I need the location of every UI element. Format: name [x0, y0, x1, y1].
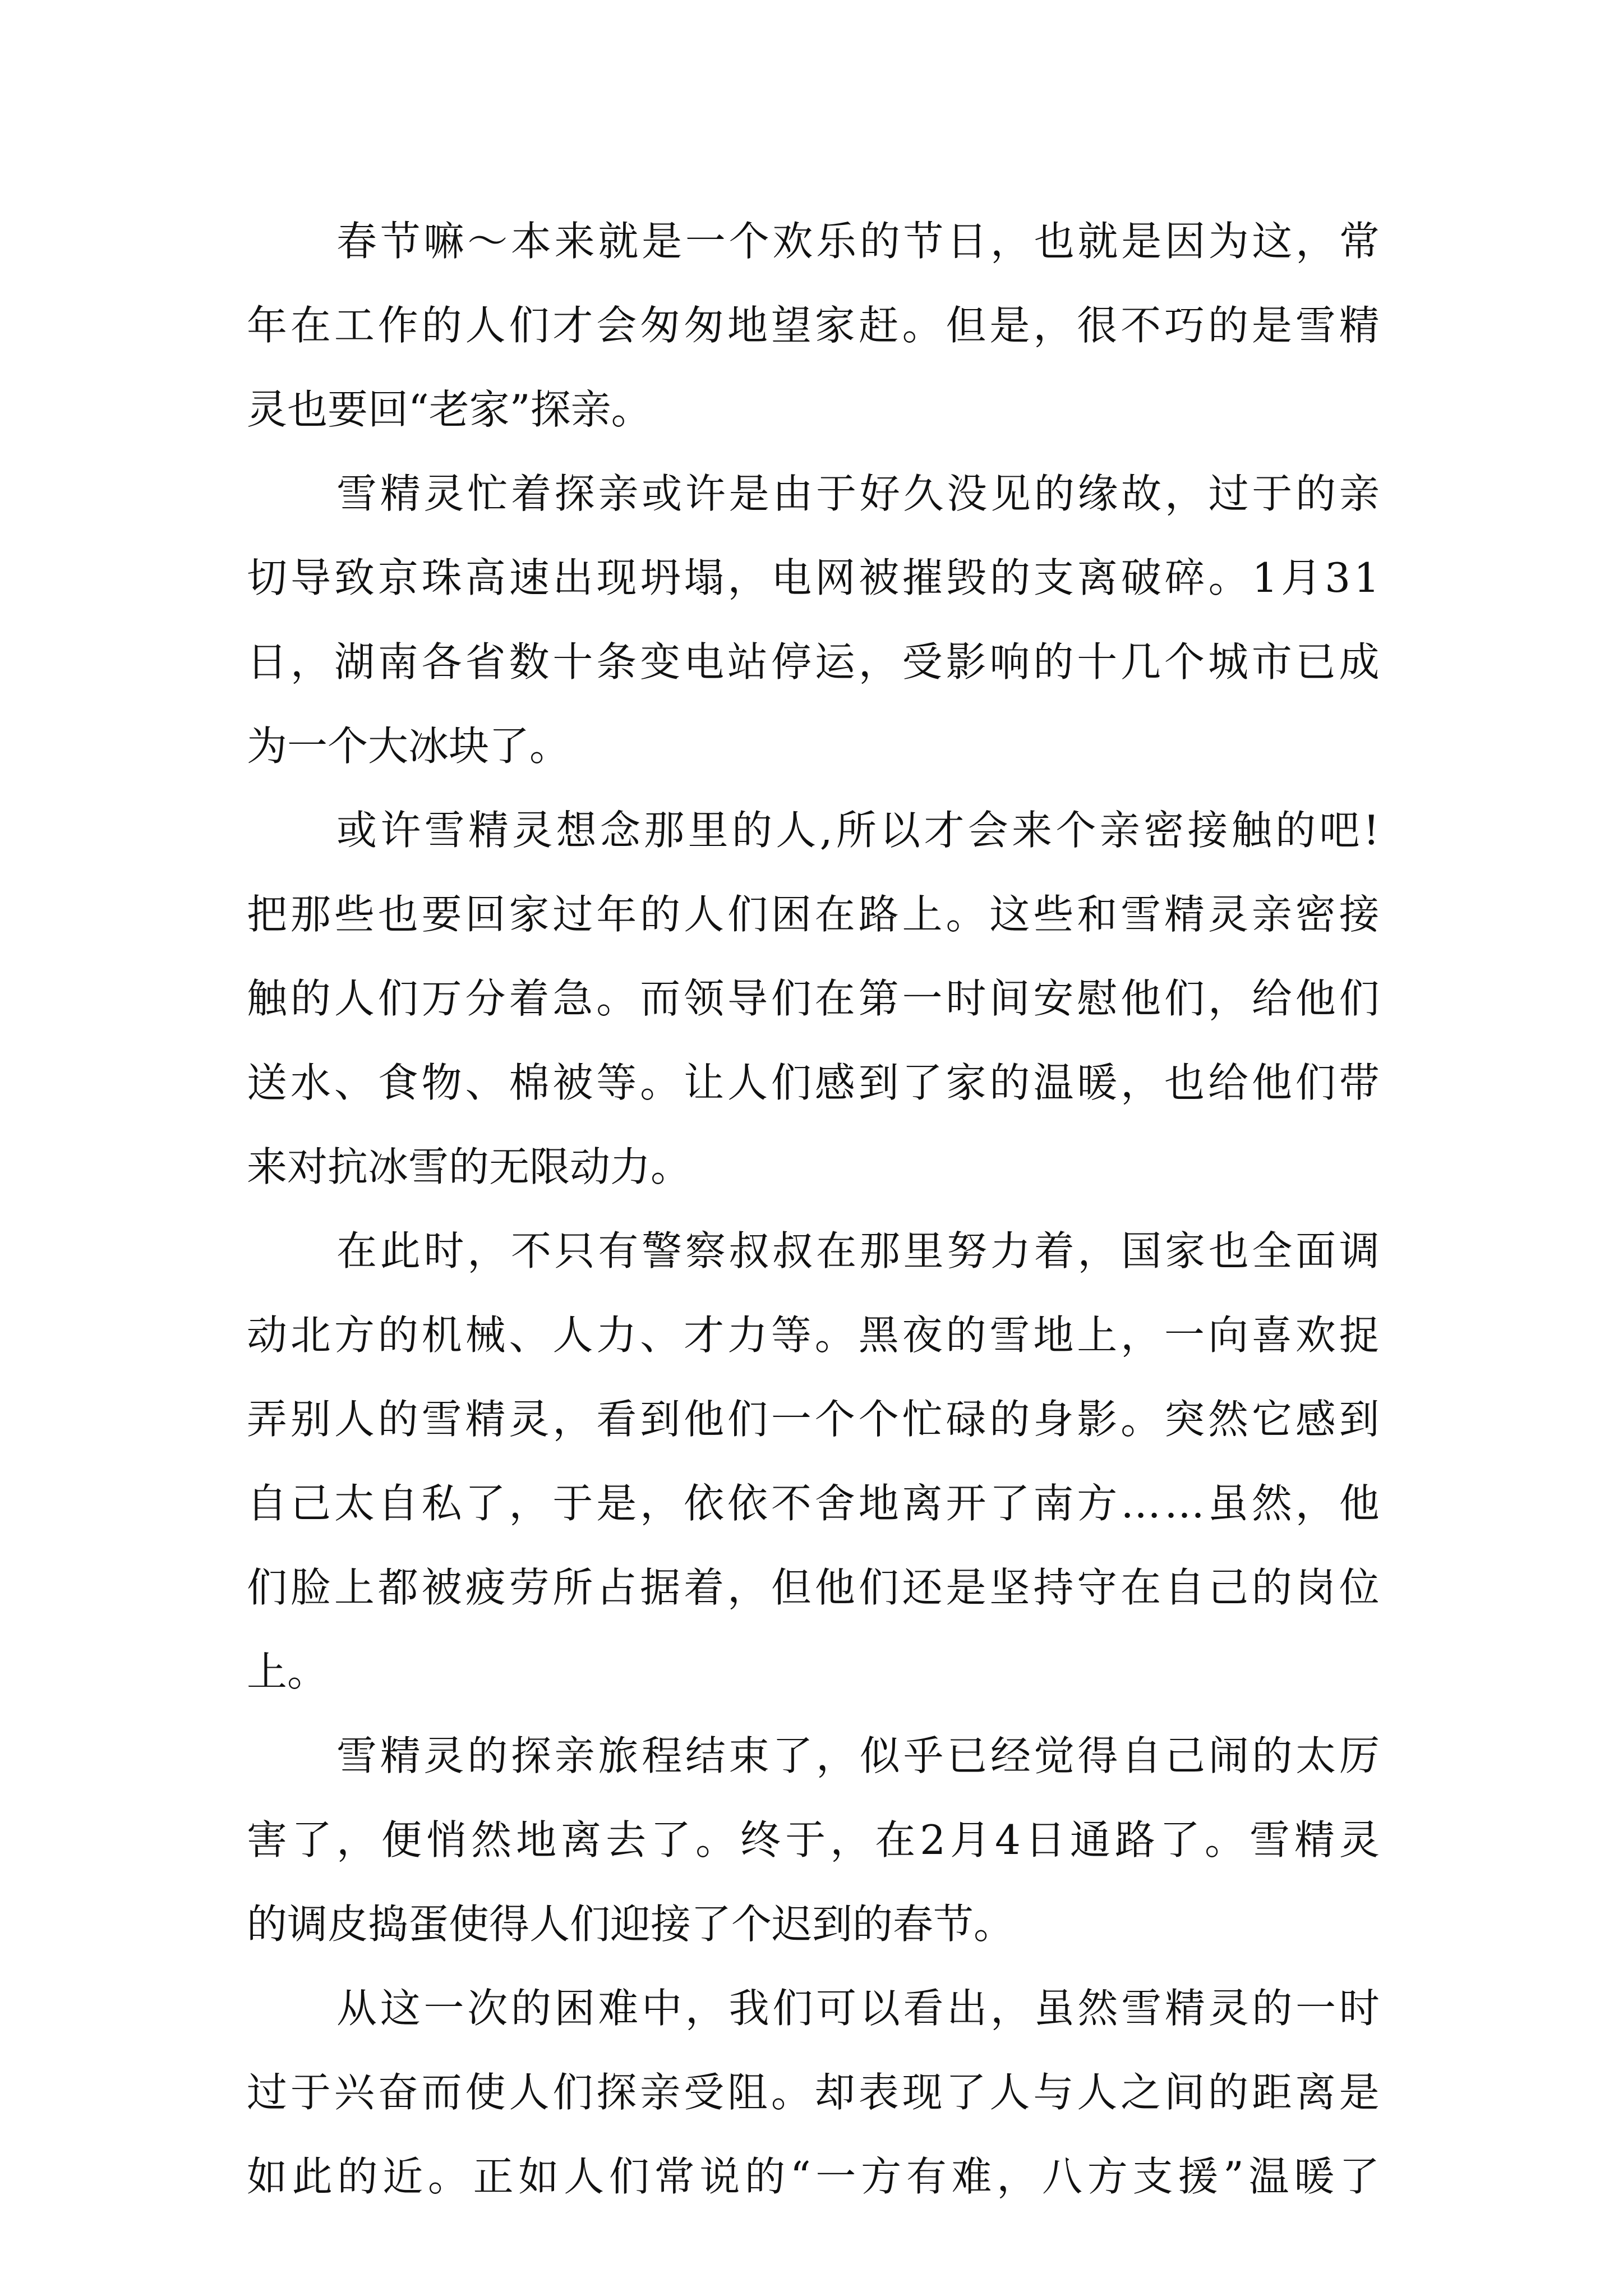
paragraph-1-line-2	[0, 283, 1623, 367]
text-line: 触 的 人 们 万 分 着 急 。 而 领 导 们 在 第 一 时 间 安 慰 他 们 ， 给 他 们	[247, 975, 1380, 1022]
paragraph-2-line-4	[0, 704, 1623, 788]
text-line: 从 这 一 次 的 困 难 中 ， 我 们 可 以 看 出 ， 虽 然 雪 精 灵 的 一 时	[336, 1985, 1380, 2032]
paragraph-3-line-5	[0, 1125, 1623, 1209]
text-line: 春 节 嘛 ～ 本 来 就 是 一 个 欢 乐 的 节 日 ， 也 就 是 因 为 这 ， 常	[336, 218, 1380, 265]
text-line: 雪 精 灵 忙 着 探 亲 或 许 是 由 于 好 久 没 见 的 缘 故 ， 过 于 的 亲	[336, 470, 1380, 517]
text-line: 自 己 太 自 私 了 ， 于 是 ， 依 依 不 舍 地 离 开 了 南 方 … … 虽 然 ， 他	[247, 1480, 1380, 1527]
paragraph-3-line-3	[0, 956, 1623, 1041]
text-line: 为一个大冰块了。	[247, 723, 570, 770]
text-line: 害 了 ， 便 悄 然 地 离 去 了 。 终 于 ， 在 2 月 4 日 通 路 了 。 雪 精 灵	[247, 1816, 1380, 1864]
text-line: 切 导 致 京 珠 高 速 出 现 坍 塌 ， 电 网 被 摧 毁 的 支 离 破 碎 。 1 月 3 1	[247, 554, 1380, 601]
paragraph-1-line-1	[0, 199, 1623, 283]
paragraph-5-line-3	[0, 1882, 1623, 1966]
paragraph-2-line-1	[0, 452, 1623, 536]
paragraph-5-line-1	[0, 1714, 1623, 1798]
text-line: 送 水 、 食 物 、 棉 被 等 。 让 人 们 感 到 了 家 的 温 暖 ， 也 给 他 们 带	[247, 1059, 1380, 1106]
text-line: 来对抗冰雪的无限动力。	[247, 1143, 691, 1190]
text-line: 过 于 兴 奋 而 使 人 们 探 亲 受 阻 。 却 表 现 了 人 与 人 之 间 的 距 离 是	[247, 2069, 1380, 2116]
paragraph-4-line-1	[0, 1209, 1623, 1293]
paragraph-5-line-2	[0, 1798, 1623, 1882]
text-line: 年 在 工 作 的 人 们 才 会 匆 匆 地 望 家 赶 。 但 是 ， 很 不 巧 的 是 雪 精	[247, 302, 1380, 349]
paragraph-4-line-4	[0, 1461, 1623, 1545]
paragraph-2-line-2	[0, 536, 1623, 620]
text-line: 们 脸 上 都 被 疲 劳 所 占 据 着 ， 但 他 们 还 是 坚 持 守 在 自 己 的 岗 位	[247, 1564, 1380, 1611]
paragraph-4-line-6	[0, 1630, 1623, 1714]
paragraph-4-line-5	[0, 1545, 1623, 1630]
text-line: 把 那 些 也 要 回 家 过 年 的 人 们 困 在 路 上 。 这 些 和 雪 精 灵 亲 密 接	[247, 891, 1380, 938]
paragraph-1-line-3	[0, 367, 1623, 452]
paragraph-3-line-1	[0, 788, 1623, 872]
paragraph-4-line-3	[0, 1377, 1623, 1461]
paragraph-3-line-4	[0, 1041, 1623, 1125]
paragraph-6-line-3	[0, 2134, 1623, 2219]
text-line: 雪 精 灵 的 探 亲 旅 程 结 束 了 ， 似 乎 已 经 觉 得 自 己 闹 的 太 厉	[336, 1732, 1380, 1779]
text-line: 上。	[247, 1648, 328, 1695]
paragraph-2-line-3	[0, 620, 1623, 704]
text-line: 灵也要回“老家”探亲。	[247, 386, 652, 433]
text-line: 日 ， 湖 南 各 省 数 十 条 变 电 站 停 运 ， 受 影 响 的 十 几 个 城 市 已 成	[247, 638, 1380, 685]
text-line: 动 北 方 的 机 械 、 人 力 、 才 力 等 。 黑 夜 的 雪 地 上 ， 一 向 喜 欢 捉	[247, 1312, 1380, 1359]
text-line: 或 许 雪 精 灵 想 念 那 里 的 人 , 所 以 才 会 来 个 亲 密 接 触 的 吧 !	[336, 807, 1380, 854]
paragraph-6-line-2	[0, 2050, 1623, 2134]
paragraph-4-line-2	[0, 1293, 1623, 1377]
text-line: 的调皮捣蛋使得人们迎接了个迟到的春节。	[247, 1901, 1015, 1948]
paragraph-3-line-2	[0, 872, 1623, 956]
paragraph-6-line-1	[0, 1966, 1623, 2050]
text-line: 弄 别 人 的 雪 精 灵 ， 看 到 他 们 一 个 个 忙 碌 的 身 影 。 突 然 它 感 到	[247, 1396, 1380, 1443]
text-line: 如 此 的 近 。 正 如 人 们 常 说 的 “ 一 方 有 难 ， 八 方 支 援 ” 温 暖 了	[247, 2153, 1380, 2200]
text-line: 在 此 时 ， 不 只 有 警 察 叔 叔 在 那 里 努 力 着 ， 国 家 也 全 面 调	[336, 1227, 1380, 1274]
